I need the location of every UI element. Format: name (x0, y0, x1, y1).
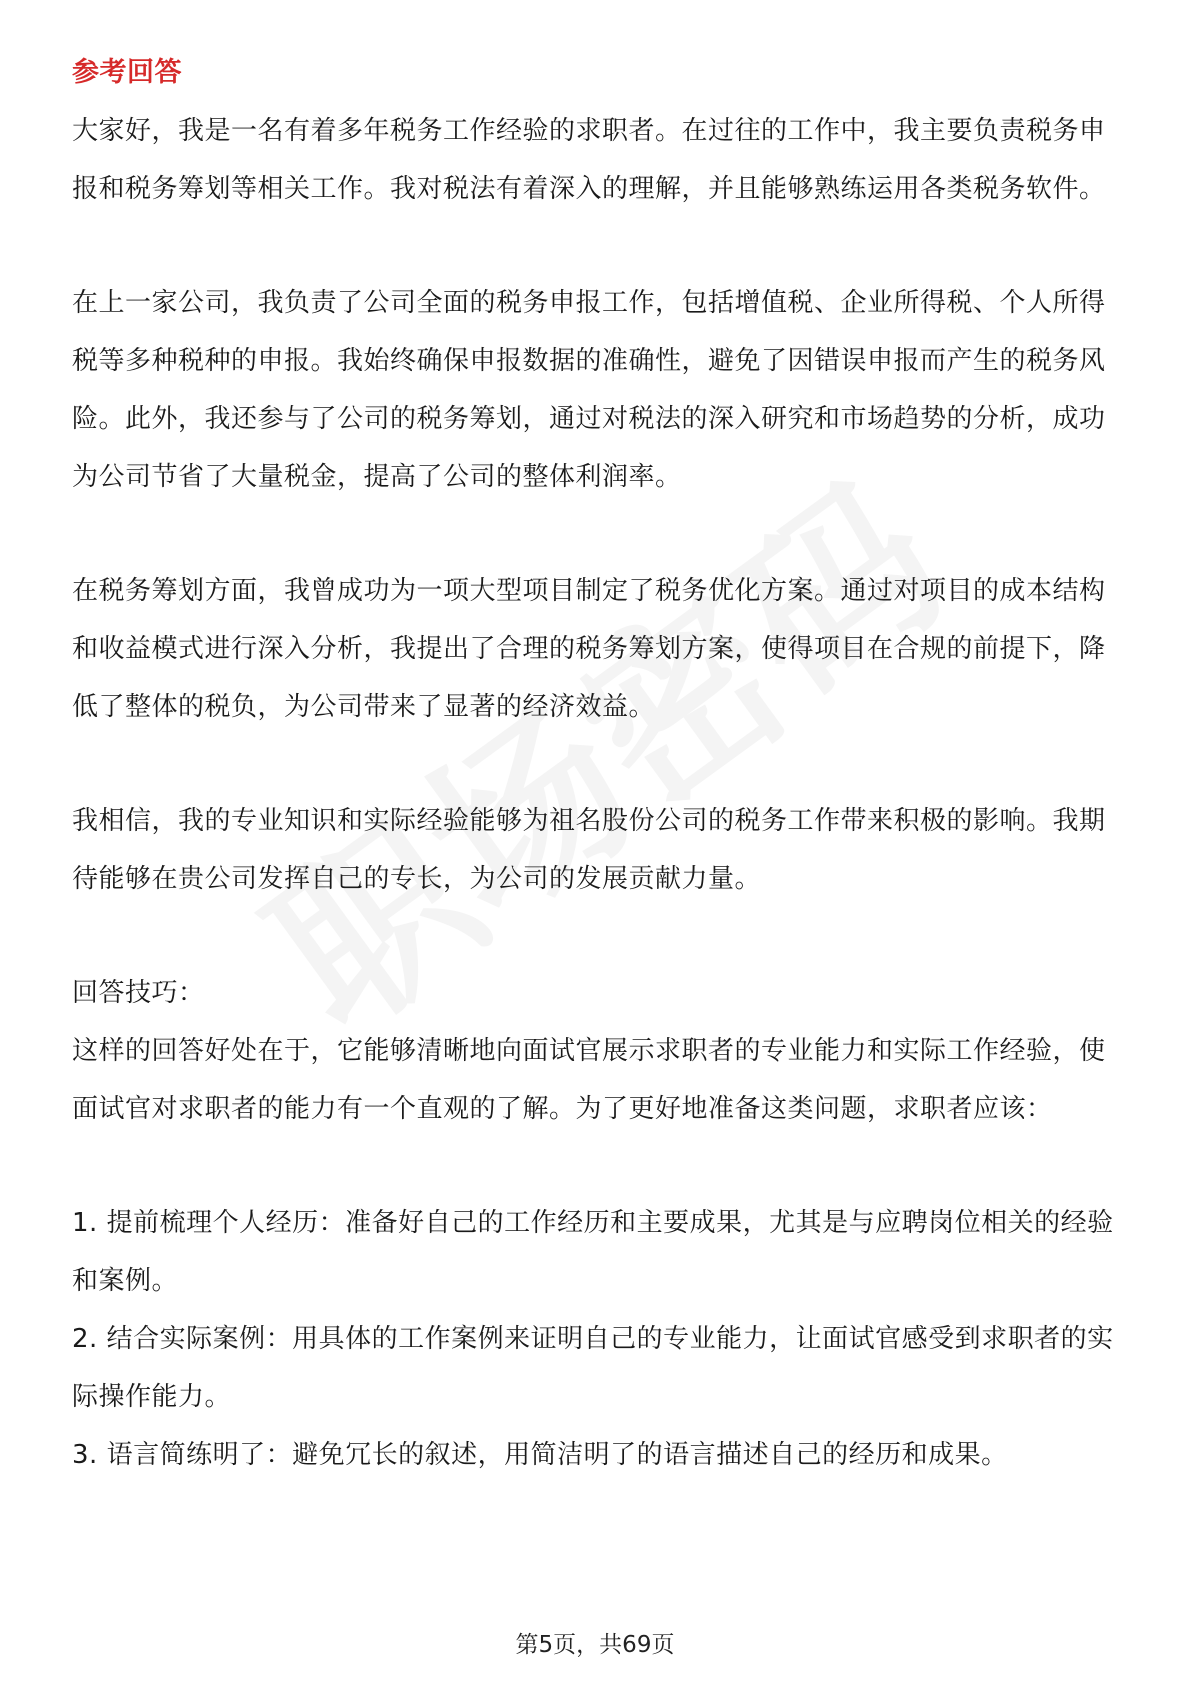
paragraph-gap (72, 736, 1118, 792)
paragraph-gap (72, 908, 1118, 964)
answer-paragraph-3: 在税务筹划方面，我曾成功为一项大型项目制定了税务优化方案。通过对项目的成本结构和收益模式进行深入分析，我提出了合理的税务筹划方案，使得项目在合规的前提下，降低了整体的税负，为公司带来了显著的经济效益。 (72, 576, 1106, 722)
tip-item-2: 2. 结合实际案例：用具体的工作案例来证明自己的专业能力，让面试官感受到求职者的实际操作能力。 (72, 1324, 1114, 1412)
paragraph-gap (72, 1138, 1118, 1194)
paragraph-gap (72, 218, 1118, 274)
answer-paragraph-4: 我相信，我的专业知识和实际经验能够为祖名股份公司的税务工作带来积极的影响。我期待能够在贵公司发挥自己的专长，为公司的发展贡献力量。 (72, 806, 1106, 894)
page-number: 第5页，共69页 (515, 1632, 675, 1658)
paragraph-gap (72, 506, 1118, 562)
tip-item-1: 1. 提前梳理个人经历：准备好自己的工作经历和主要成果，尤其是与应聘岗位相关的经验和案例。 (72, 1208, 1114, 1296)
page-content (72, 48, 1118, 1484)
tips-intro: 这样的回答好处在于，它能够清晰地向面试官展示求职者的专业能力和实际工作经验，使面试官对求职者的能力有一个直观的了解。为了更好地准备这类问题，求职者应该： (72, 1036, 1106, 1124)
answer-paragraph-2: 在上一家公司，我负责了公司全面的税务申报工作，包括增值税、企业所得税、个人所得税等多种税种的申报。我始终确保申报数据的准确性，避免了因错误申报而产生的税务风险。此外，我还参与了公司的税务筹划，通过对税法的深入研究和市场趋势的分析，成功为公司节省了大量税金，提高了公司的整体利润率。 (72, 288, 1106, 492)
section-heading: 参考回答 (72, 57, 182, 88)
tips-heading: 回答技巧： (72, 978, 205, 1008)
tip-item-3: 3. 语言简练明了：避免冗长的叙述，用简洁明了的语言描述自己的经历和成果。 (72, 1440, 1008, 1470)
answer-paragraph-1: 大家好，我是一名有着多年税务工作经验的求职者。在过往的工作中，我主要负责税务申报和税务筹划等相关工作。我对税法有着深入的理解，并且能够熟练运用各类税务软件。 (72, 116, 1106, 204)
